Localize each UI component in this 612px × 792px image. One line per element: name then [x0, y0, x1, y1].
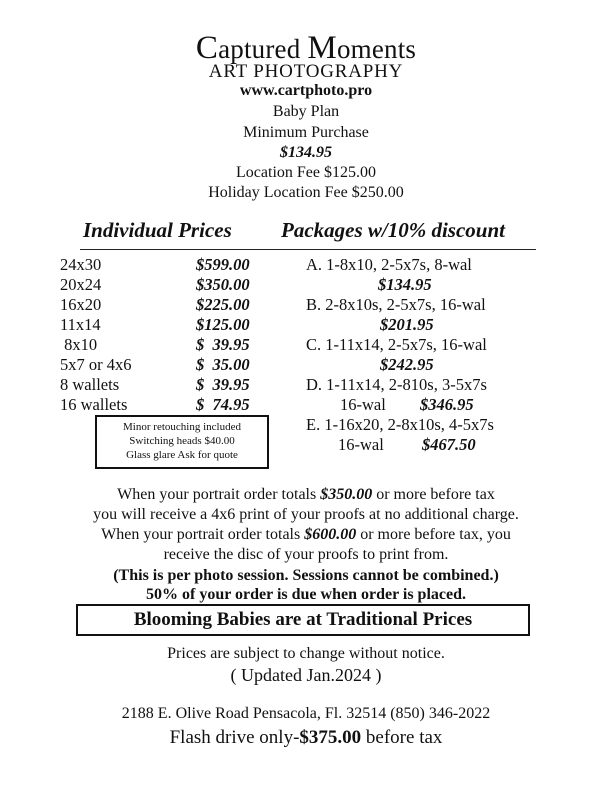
- size-price: $125.00: [196, 315, 250, 334]
- package-c-desc: C. 1-11x14, 2-5x7s, 16-wal: [306, 335, 487, 354]
- promo-banner: Blooming Babies are at Traditional Prices: [76, 604, 530, 636]
- size-label: 24x30: [60, 255, 102, 274]
- offer-text: When your portrait order totals: [101, 526, 305, 543]
- plan-name: Baby Plan: [272, 103, 340, 120]
- holiday-location-fee: Holiday Location Fee $250.00: [208, 184, 404, 201]
- minimum-price: $134.95: [280, 144, 332, 161]
- session-note: (This is per photo session. Sessions cannot be combined.): [113, 567, 499, 584]
- updated-date: ( Updated Jan.2024 ): [230, 665, 382, 685]
- offer-text: When your portrait order totals: [117, 486, 321, 503]
- heading-divider: [80, 249, 536, 250]
- note-retouching: Minor retouching included: [123, 421, 241, 433]
- offer-text: or more before tax: [372, 486, 495, 503]
- location-fee: Location Fee $125.00: [236, 164, 376, 181]
- website-link[interactable]: www.cartphoto.pro: [239, 82, 373, 99]
- brand-initial-c: C: [195, 30, 219, 66]
- offer-amount: $600.00: [304, 526, 357, 543]
- size-label: 5x7 or 4x6: [60, 355, 132, 374]
- offer-text: or more before tax, you: [356, 526, 511, 543]
- size-price: $599.00: [196, 255, 250, 274]
- flash-price: $375.00: [299, 727, 362, 748]
- package-d-wallets: 16-wal: [340, 395, 386, 414]
- offer-line-3: [0, 525, 612, 545]
- offer-line-1: [0, 485, 612, 505]
- package-c-price: $242.95: [380, 355, 434, 374]
- size-label: 8 wallets: [60, 375, 120, 394]
- size-price: $ 35.00: [196, 355, 250, 374]
- package-e-price: $467.50: [422, 435, 476, 454]
- size-price: $ 39.95: [196, 335, 250, 354]
- size-price: $225.00: [196, 295, 250, 314]
- size-label: 20x24: [60, 275, 102, 294]
- minimum-label: Minimum Purchase: [243, 124, 369, 141]
- size-label: 11x14: [60, 315, 101, 334]
- flash-drive-offer: [0, 727, 612, 749]
- packages-heading: Packages w/10% discount: [281, 218, 505, 242]
- brand-initial-m: M: [307, 30, 337, 66]
- offer-amount: $350.00: [320, 486, 373, 503]
- size-price: $350.00: [196, 275, 250, 294]
- brand-subtitle: ART PHOTOGRAPHY: [208, 61, 404, 82]
- deposit-note: 50% of your order is due when order is placed.: [145, 586, 466, 603]
- size-label: 16x20: [60, 295, 102, 314]
- package-d-desc: D. 1-11x14, 2-810s, 3-5x7s: [306, 375, 487, 394]
- contact-address: 2188 E. Olive Road Pensacola, Fl. 32514 (850) 346-2022: [121, 705, 491, 722]
- flash-text: before tax: [361, 727, 443, 748]
- offer-line-2: you will receive a 4x6 print of your proofs at no additional charge.: [93, 506, 519, 523]
- brand-word-1: aptured: [218, 34, 308, 64]
- notes-box: [95, 415, 269, 469]
- package-e-desc: E. 1-16x20, 2-8x10s, 4-5x7s: [306, 415, 494, 434]
- note-switching-heads: Switching heads $40.00: [129, 435, 235, 447]
- individual-prices-heading: Individual Prices: [83, 218, 232, 242]
- brand-word-2: oments: [336, 34, 417, 64]
- size-price: $ 39.95: [196, 375, 250, 394]
- price-disclaimer: Prices are subject to change without notice.: [167, 645, 445, 662]
- package-b-desc: B. 2-8x10s, 2-5x7s, 16-wal: [306, 295, 486, 314]
- note-glass-glare: Glass glare Ask for quote: [126, 449, 238, 461]
- package-d-price: $346.95: [420, 395, 474, 414]
- size-label: 8x10: [60, 335, 98, 354]
- package-a-price: $134.95: [378, 275, 432, 294]
- package-a-desc: A. 1-8x10, 2-5x7s, 8-wal: [306, 255, 472, 274]
- package-e-wallets: 16-wal: [338, 435, 384, 454]
- package-b-price: $201.95: [380, 315, 434, 334]
- offer-line-4: receive the disc of your proofs to print from.: [163, 546, 449, 563]
- size-price: $ 74.95: [196, 395, 250, 414]
- size-label: 16 wallets: [60, 395, 128, 414]
- flash-text: Flash drive only-: [169, 727, 300, 748]
